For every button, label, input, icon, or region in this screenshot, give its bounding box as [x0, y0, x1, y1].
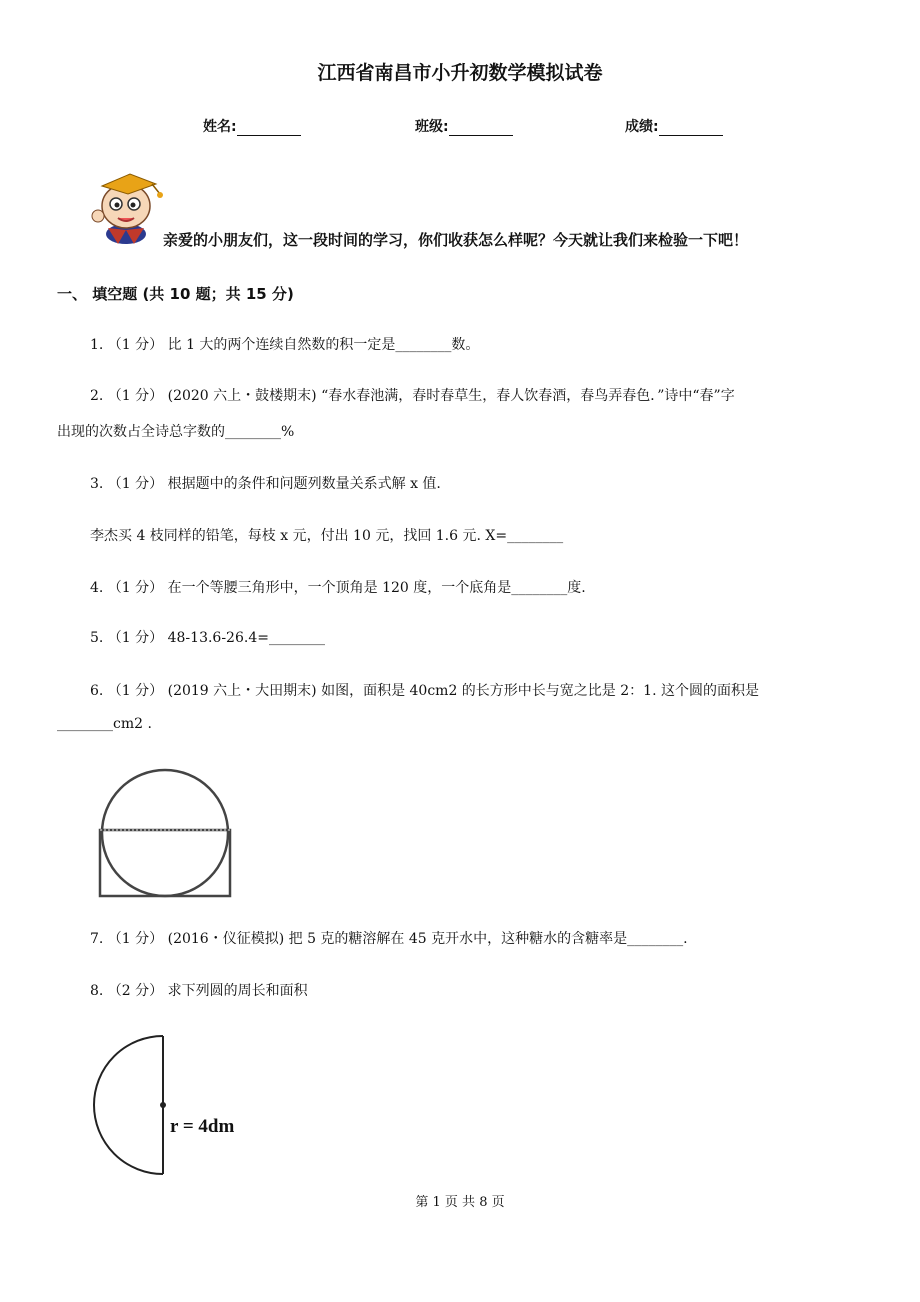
mascot-illustration [90, 168, 170, 246]
class-blank[interactable] [449, 121, 513, 136]
name-label: 姓名: [203, 119, 237, 135]
radius-label: r = 4dm [170, 1116, 235, 1137]
score-label: 成绩: [625, 119, 659, 135]
semicircle-figure [88, 1030, 258, 1180]
greeting-text: 亲爱的小朋友们，这一段时间的学习，你们收获怎么样呢？今天就让我们来检验一下吧！ [163, 231, 749, 249]
question-1: 1. （1 分） 比 1 大的两个连续自然数的积一定是________数。 [90, 337, 480, 353]
question-3-line2: 李杰买 4 枝同样的铅笔，每枝 x 元，付出 10 元，找回 1.6 元. X=________ [90, 528, 564, 544]
page-title: 江西省南昌市小升初数学模拟试卷 [317, 62, 603, 84]
question-5: 5. （1 分） 48-13.6-26.4=________ [90, 630, 325, 646]
circle-rectangle-figure [96, 766, 236, 900]
question-3-line1: 3. （1 分） 根据题中的条件和问题列数量关系式解 x 值. [90, 476, 441, 492]
score-blank[interactable] [659, 121, 723, 136]
page-footer: 第 1 页 共 8 页 [415, 1195, 505, 1210]
name-blank[interactable] [237, 121, 301, 136]
question-6-line1: 6. （1 分） (2019 六上・大田期末) 如图，面积是 40cm2 的长方形中长与宽之比是 2：1. 这个圆的面积是 [90, 683, 759, 699]
class-field [415, 116, 513, 136]
question-7: 7. （1 分） (2016・仪征模拟) 把 5 克的糖溶解在 45 克开水中，这种糖水的含糖率是________. [90, 931, 688, 947]
section-title: 一、 填空题 (共 10 题；共 15 分) [57, 285, 294, 303]
score-field [625, 116, 723, 136]
class-label: 班级: [415, 119, 449, 135]
question-2-line1: 2. （1 分） (2020 六上・鼓楼期末) “春水春池满，春时春草生，春人饮春酒，春鸟弄春色．”诗中“春”字 [90, 388, 735, 404]
question-6-line2: ________cm2 . [57, 716, 152, 732]
question-4: 4. （1 分） 在一个等腰三角形中，一个顶角是 120 度，一个底角是________度. [90, 580, 586, 596]
name-field [203, 116, 301, 136]
question-8: 8. （2 分） 求下列圆的周长和面积 [90, 983, 308, 999]
question-2-line2: 出现的次数占全诗总字数的________% [57, 424, 295, 440]
